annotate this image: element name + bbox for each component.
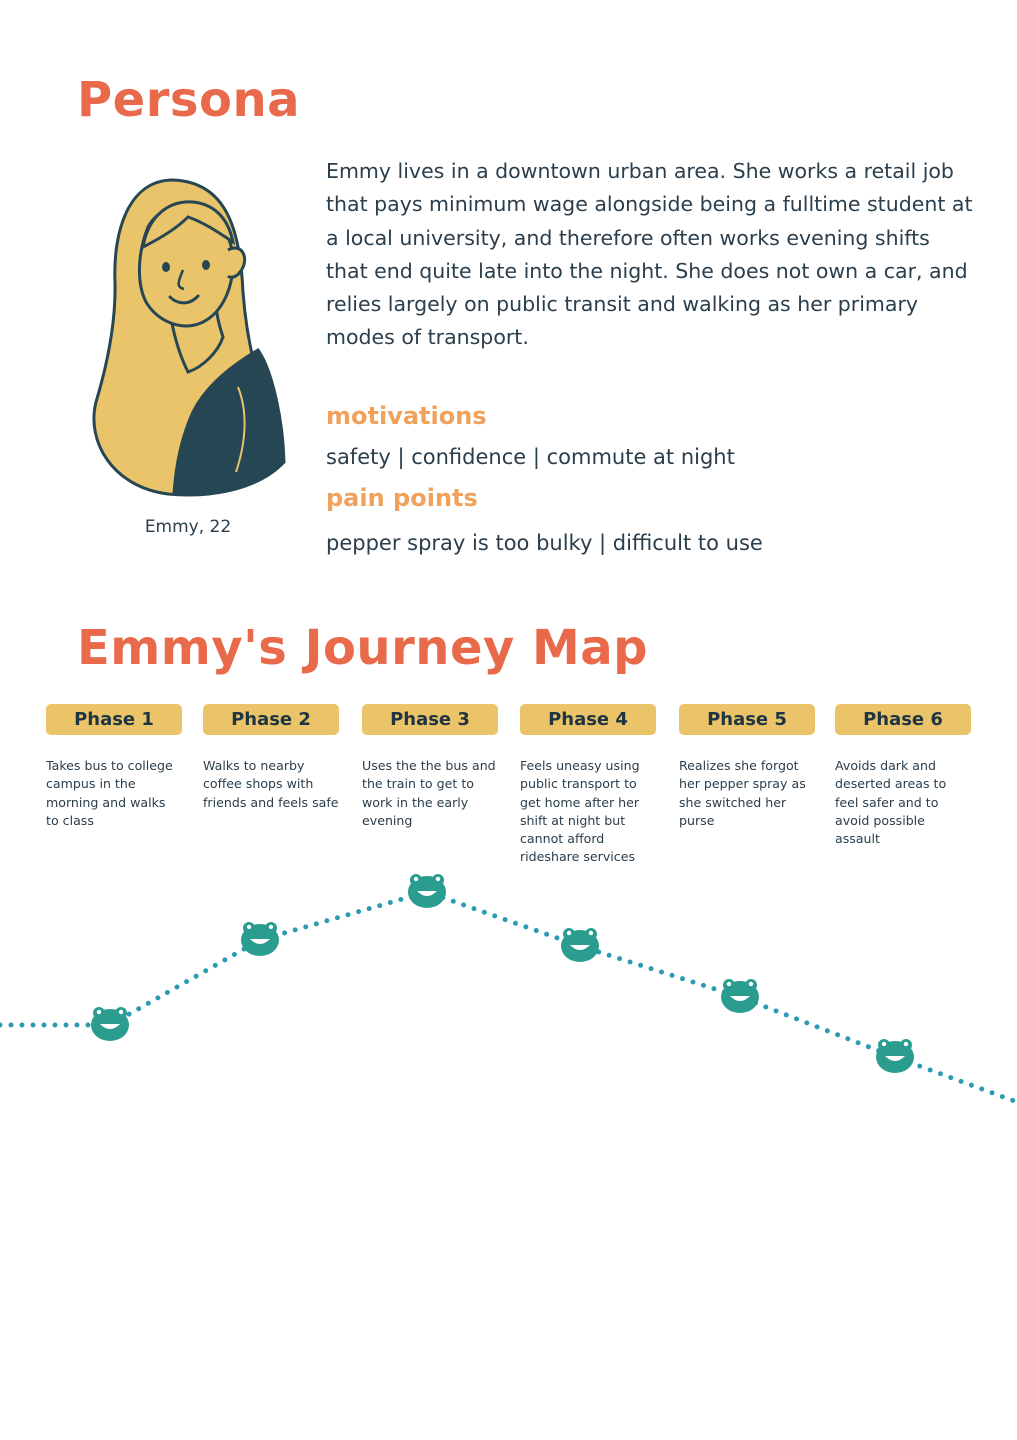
- phase-5-smiling-face-icon: [721, 979, 759, 1013]
- journey-map-title: Emmy's Journey Map: [77, 620, 649, 676]
- journey-dotted-path: [0, 892, 1017, 1102]
- phase-column-3: [362, 704, 498, 830]
- persona-avatar-icon: [88, 172, 288, 502]
- phase-3-smiling-face-icon: [408, 874, 446, 908]
- phase-column-5: [679, 704, 815, 830]
- phase-6-smiling-face-icon: [876, 1039, 914, 1073]
- phase-description-4: Feels uneasy using public transport to get home after her shift at night but cannot afford rideshare services: [520, 758, 640, 865]
- phase-description-5: Realizes she forgot her pepper spray as she switched her purse: [679, 758, 806, 828]
- phase-1-smiling-face-icon: [91, 1007, 129, 1041]
- phase-label-5: Phase 5: [679, 704, 815, 735]
- pain-points-text: pepper spray is too bulky | difficult to use: [326, 531, 763, 555]
- phase-label-3: Phase 3: [362, 704, 498, 735]
- phase-column-2: [203, 704, 339, 812]
- persona-caption: Emmy, 22: [144, 517, 232, 537]
- persona-bio: Emmy lives in a downtown urban area. She works a retail job that pays minimum wage alongside being a fulltime student at a local university, and therefore often works evening shifts that end quite late into the night. She does not own a car, and relies largely on public transit and walking as her primary modes of transport.: [326, 159, 973, 350]
- phase-label-2: Phase 2: [203, 704, 339, 735]
- phase-4-smiling-face-icon: [561, 928, 599, 962]
- phase-column-6: [835, 704, 971, 848]
- phase-label-6: Phase 6: [835, 704, 971, 735]
- phase-description-2: Walks to nearby coffee shops with friends and feels safe: [203, 758, 339, 810]
- journey-line: [0, 860, 1017, 1120]
- motivations-text: safety | confidence | commute at night: [326, 445, 735, 469]
- phase-description-1: Takes bus to college campus in the morning and walks to class: [46, 758, 173, 828]
- phase-column-4: [520, 704, 656, 867]
- phase-description-6: Avoids dark and deserted areas to feel safer and to avoid possible assault: [835, 758, 947, 847]
- motivations-heading: motivations: [326, 402, 487, 430]
- pain-points-heading: pain points: [326, 484, 478, 512]
- phase-2-smiling-face-icon: [241, 922, 279, 956]
- phase-label-4: Phase 4: [520, 704, 656, 735]
- phase-label-1: Phase 1: [46, 704, 182, 735]
- phase-description-3: Uses the the bus and the train to get to work in the early evening: [362, 758, 496, 828]
- persona-title: Persona: [77, 72, 301, 128]
- phase-column-1: [46, 704, 182, 830]
